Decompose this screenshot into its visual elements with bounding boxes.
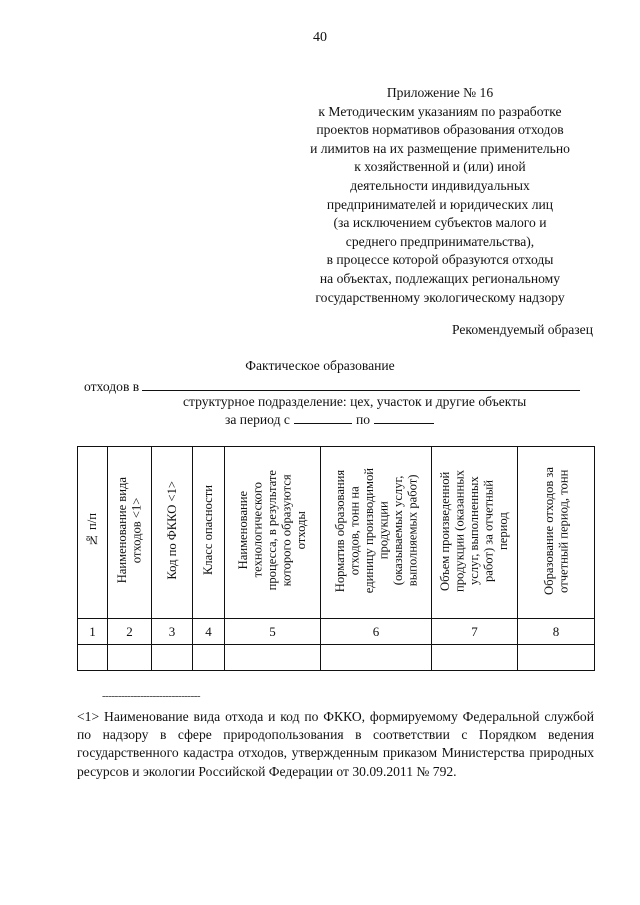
- column-number-cell: 4: [193, 619, 225, 645]
- header-line: процесса, в результате: [265, 470, 280, 591]
- table-header-row: [78, 447, 595, 619]
- header-cell: [225, 447, 321, 619]
- period-from-blank: [294, 411, 352, 424]
- header-line: отходы: [294, 511, 309, 550]
- empty-cell: [152, 645, 193, 671]
- subdivision-blank: [142, 377, 580, 391]
- header-line: (оказываемых услуг,: [390, 475, 405, 586]
- empty-cell: [321, 645, 432, 671]
- header-line: Норматив образования: [332, 469, 347, 592]
- empty-cell: [225, 645, 321, 671]
- empty-cell: [78, 645, 108, 671]
- header-cell: [152, 447, 193, 619]
- empty-cell: [193, 645, 225, 671]
- column-number-cell: 6: [321, 619, 432, 645]
- header-cell: [432, 447, 518, 619]
- header-line: № п/п: [85, 513, 100, 548]
- column-number-cell: 3: [152, 619, 193, 645]
- header-line: продукции (оказанных: [452, 469, 467, 592]
- empty-cell: [432, 645, 518, 671]
- header-line: единицу производимой: [361, 467, 376, 594]
- header-cell: [518, 447, 595, 619]
- footnote-separator: -------------------------------: [102, 690, 201, 702]
- subdivision-caption: структурное подразделение: цех, участок и другие объекты: [183, 394, 527, 409]
- header-line: Образование отходов за: [541, 466, 556, 595]
- waste-table: [77, 446, 595, 671]
- appendix-line: Приложение № 16: [386, 85, 494, 100]
- appendix-line: к хозяйственной и (или) иной: [354, 159, 526, 175]
- header-line: Наименование вида: [115, 477, 129, 584]
- header-line: работ) за отчетный: [481, 479, 496, 582]
- header-line: Наименование: [236, 491, 251, 570]
- page-number: 40: [313, 30, 327, 45]
- header-line: услуг, выполненных: [467, 476, 482, 585]
- appendix-line: и лимитов на их размещение применительно: [310, 140, 570, 156]
- column-number-cell: 8: [518, 619, 595, 645]
- appendix-header: [250, 84, 630, 307]
- column-number-cell: 7: [432, 619, 518, 645]
- header-line: Объем произведенной: [438, 470, 453, 591]
- header-line: технологического: [250, 482, 265, 579]
- appendix-line: на объектах, подлежащих региональному: [319, 270, 561, 286]
- waste-location-line: [84, 377, 580, 395]
- period-line: [225, 411, 434, 428]
- header-line: Код по ФККО <1>: [164, 481, 179, 580]
- header-line: период: [496, 511, 511, 550]
- column-number-cell: 5: [225, 619, 321, 645]
- column-number-row: [78, 619, 595, 645]
- header-cell: [78, 447, 108, 619]
- appendix-line: проектов нормативов образования отходов: [316, 122, 564, 138]
- column-number-cell: 2: [108, 619, 152, 645]
- appendix-line: в процессе которой образуются отходы: [326, 252, 554, 268]
- empty-cell: [518, 645, 595, 671]
- recommended-sample-label: Рекомендуемый образец: [452, 322, 593, 337]
- empty-data-row: [78, 645, 595, 671]
- period-to-blank: [374, 411, 434, 424]
- header-line: Класс опасности: [201, 485, 216, 576]
- period-to-label: по: [355, 412, 371, 427]
- appendix-line: среднего предпринимательства),: [345, 233, 535, 249]
- header-cell: [108, 447, 152, 619]
- empty-cell: [108, 645, 152, 671]
- appendix-line: деятельности индивидуальных: [350, 177, 530, 193]
- header-line: выполняемых работ): [405, 474, 419, 587]
- appendix-line: (за исключением субъектов малого и: [333, 215, 547, 231]
- appendix-line: государственному экологическому надзору: [315, 289, 565, 305]
- header-cell: [193, 447, 225, 619]
- header-line: продукции: [376, 501, 390, 560]
- header-cell: [321, 447, 432, 619]
- header-line: отходов, тонн на: [347, 486, 361, 575]
- appendix-line: к Методическим указаниям по разработке: [318, 103, 562, 119]
- header-line: отчетный период, тонн: [556, 468, 570, 593]
- form-title: Фактическое образование: [245, 358, 395, 373]
- appendix-line: предпринимателей и юридических лиц: [326, 196, 554, 212]
- header-line: отходов <1>: [129, 497, 144, 564]
- period-prefix: за период с: [225, 412, 290, 427]
- header-line: которого образуются: [279, 474, 294, 587]
- column-number-cell: 1: [78, 619, 108, 645]
- footnote-text: <1> Наименование вида отхода и код по ФККО, формируемому Федеральной службой по надзору в сфере природопользования в соответствии с Порядком ведения государственного кадастра отходов, утвержденным приказом Министерства природных ресурсов и экологии Российской Федерации от 30.09.2011 № 792.: [77, 709, 594, 779]
- waste-prefix: отходов в: [84, 379, 140, 394]
